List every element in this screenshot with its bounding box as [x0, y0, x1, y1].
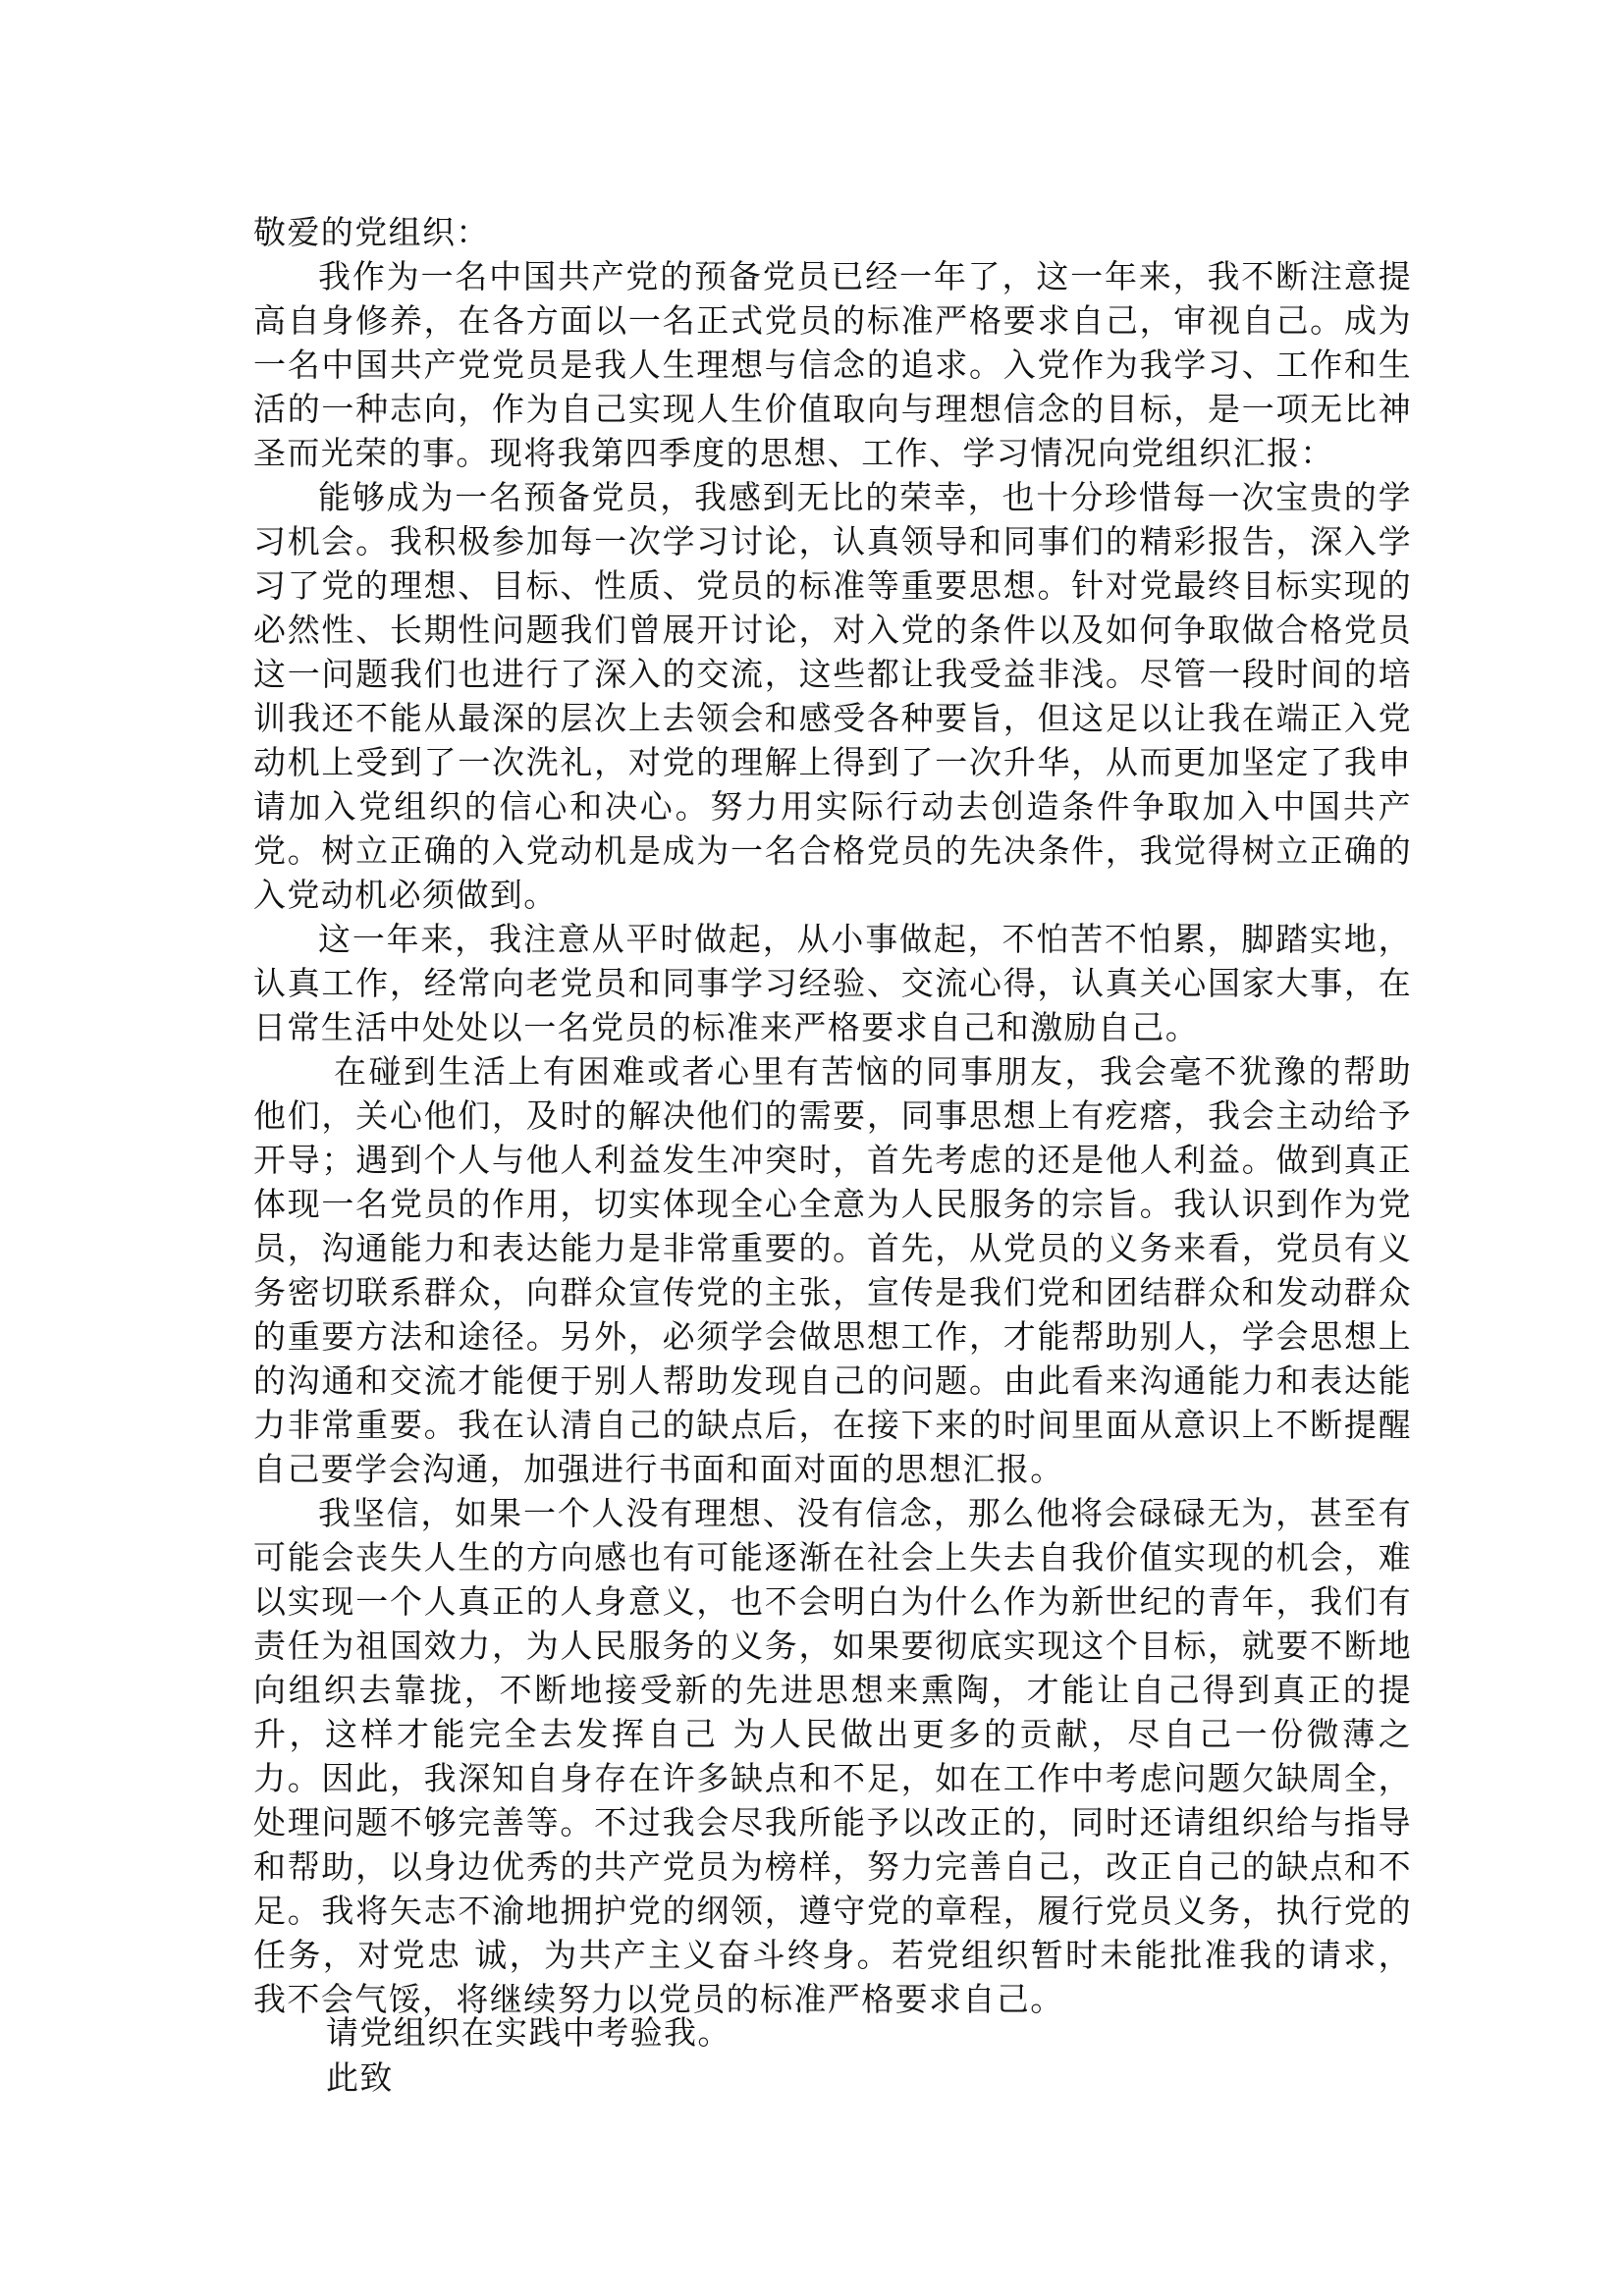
letter-salutation: 敬爱的党组织：	[253, 213, 490, 251]
closing-request: 请党组织在实践中考验我。	[326, 2013, 731, 2052]
paragraph-work: 这一年来，我注意从平时做起，从小事做起，不怕苦不怕累，脚踏实地，认真工作，经常向老党员和同事学习经验、交流心得，认真关心国家大事，在日常生活中处处以一名党员的标准来严格要求自己和激励自己。	[253, 920, 1412, 1046]
paragraph-intro: 我作为一名中国共产党的预备党员已经一年了，这一年来，我不断注意提高自身修养，在各方面以一名正式党员的标准严格要求自己，审视自己。成为一名中国共产党党员是我人生理想与信念的追求。入党作为我学习、工作和生活的一种志向，作为自己实现人生价值取向与理想信念的目标，是一项无比神圣而光荣的事。现将我第四季度的思想、工作、学习情况向党组织汇报：	[253, 257, 1412, 472]
closing-salute: 此致	[326, 2058, 394, 2097]
paragraph-belief: 我坚信，如果一个人没有理想、没有信念，那么他将会碌碌无为，甚至有可能会丧失人生的方向感也有可能逐渐在社会上失去自我价值实现的机会，难以实现一个人真正的人身意义，也不会明白为什么作为新世纪的青年，我们有责任为祖国效力，为人民服务的义务，如果要彻底实现这个目标，就要不断地向组织去靠拢，不断地接受新的先进思想来熏陶，才能让自己得到真正的提升，这样才能完全去发挥自己 为人民做出更多的贡献，尽自己一份微薄之力。因此，我深知自身存在许多缺点和不足，如在工作中考虑问题欠缺周全，处理问题不够完善等。不过我会尽我所能予以改正的，同时还请组织给与指导和帮助，以身边优秀的共产党员为榜样，努力完善自己，改正自己的缺点和不足。我将矢志不渝地拥护党的纲领，遵守党的章程，履行党员义务，执行党的任务，对党忠 诚，为共产主义奋斗终身。若党组织暂时未能批准我的请求，我不会气馁，将继续努力以党员的标准严格要求自己。	[253, 1494, 1412, 2018]
paragraph-study: 能够成为一名预备党员，我感到无比的荣幸，也十分珍惜每一次宝贵的学习机会。我积极参加每一次学习讨论，认真领导和同事们的精彩报告，深入学习了党的理想、目标、性质、党员的标准等重要思想。针对党最终目标实现的必然性、长期性问题我们曾展开讨论，对入党的条件以及如何争取做合格党员这一问题我们也进行了深入的交流，这些都让我受益非浅。尽管一段时间的培训我还不能从最深的层次上去领会和感受各种要旨，但这足以让我在端正入党动机上受到了一次洗礼，对党的理解上得到了一次升华，从而更加坚定了我申请加入党组织的信心和决心。努力用实际行动去创造条件争取加入中国共产党。树立正确的入党动机是成为一名合格党员的先决条件，我觉得树立正确的入党动机必须做到。	[253, 478, 1412, 914]
paragraph-communication: 在碰到生活上有困难或者心里有苦恼的同事朋友，我会毫不犹豫的帮助他们，关心他们，及时的解决他们的需要，同事思想上有疙瘩，我会主动给予开导；遇到个人与他人利益发生冲突时，首先考虑的还是他人利益。做到真正体现一名党员的作用，切实体现全心全意为人民服务的宗旨。我认识到作为党员，沟通能力和表达能力是非常重要的。首先，从党员的义务来看，党员有义务密切联系群众，向群众宣传党的主张，宣传是我们党和团结群众和发动群众的重要方法和途径。另外，必须学会做思想工作，才能帮助别人，学会思想上的沟通和交流才能便于别人帮助发现自己的问题。由此看来沟通能力和表达能力非常重要。我在认清自己的缺点后，在接下来的时间里面从意识上不断提醒自己要学会沟通，加强进行书面和面对面的思想汇报。	[253, 1052, 1412, 1488]
letter-body	[253, 210, 1412, 2021]
letter-closing	[326, 2010, 731, 2101]
